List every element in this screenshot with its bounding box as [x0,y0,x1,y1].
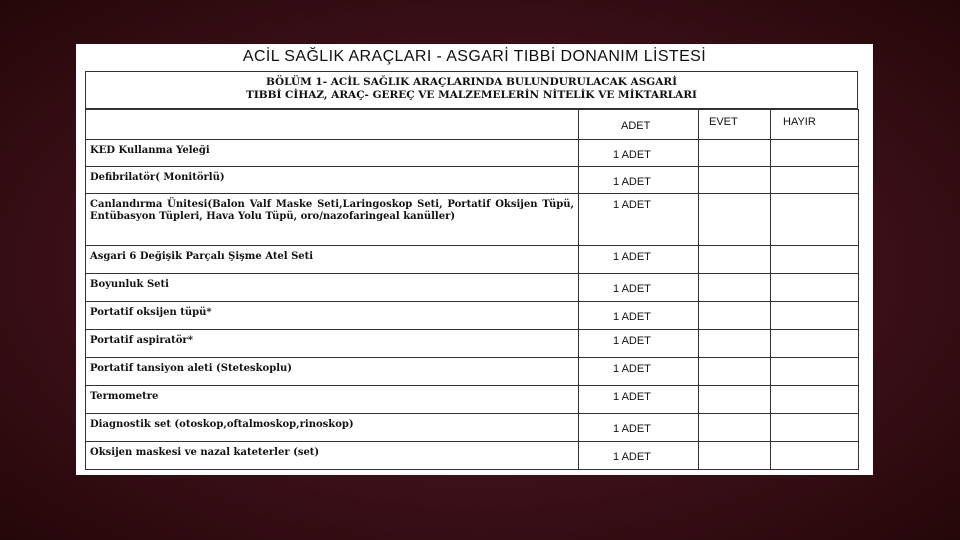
equipment-table [85,109,859,470]
item-name: Diagnostik set (otoskop,oftalmoskop,rinoskop) [86,414,579,442]
item-quantity: 1 ADET [579,167,699,194]
section-heading-line-2: TIBBİ CİHAZ, ARAÇ- GEREÇ VE MALZEMELERİN NİTELİK VE MİKTARLARI [246,89,697,101]
hayir-cell[interactable] [771,140,859,167]
table-row [86,246,859,274]
hayir-cell[interactable] [771,246,859,274]
hayir-cell[interactable] [771,302,859,330]
table-row [86,302,859,330]
item-name: Oksijen maskesi ve nazal kateterler (set) [86,442,579,470]
evet-cell[interactable] [699,194,771,246]
item-quantity: 1 ADET [579,386,699,414]
table-row [86,140,859,167]
item-quantity: 1 ADET [579,414,699,442]
item-name: Canlandırma Ünitesi(Balon Valf Maske Seti,Laringoskop Seti, Portatif Oksijen Tüpü, Entübasyon Tüpleri, Hava Yolu Tüpü, oro/nazofaringeal kanüller) [86,194,579,246]
evet-cell[interactable] [699,302,771,330]
item-quantity: 1 ADET [579,194,699,246]
item-name: Asgari 6 Değişik Parçalı Şişme Atel Seti [86,246,579,274]
header-item-cell [86,110,579,140]
header-hayir: HAYIR [771,110,859,140]
evet-cell[interactable] [699,358,771,386]
evet-cell[interactable] [699,140,771,167]
hayir-cell[interactable] [771,386,859,414]
evet-cell[interactable] [699,414,771,442]
document-sheet [76,44,873,475]
item-quantity: 1 ADET [579,330,699,358]
hayir-cell[interactable] [771,442,859,470]
section-heading-line-1: BÖLÜM 1- ACİL SAĞLIK ARAÇLARINDA BULUNDURULACAK ASGARİ [265,76,678,88]
evet-cell[interactable] [699,442,771,470]
table-row [86,386,859,414]
hayir-cell[interactable] [771,274,859,302]
hayir-cell[interactable] [771,194,859,246]
section-heading [85,71,858,109]
table-row [86,414,859,442]
header-adet: ADET [579,110,699,140]
table-row [86,358,859,386]
header-evet: EVET [699,110,771,140]
item-name: Defibrilatör( Monitörlü) [86,167,579,194]
item-quantity: 1 ADET [579,442,699,470]
evet-cell[interactable] [699,274,771,302]
item-name: Portatif tansiyon aleti (Steteskoplu) [86,358,579,386]
item-name: Portatif aspiratör* [86,330,579,358]
table-header-row [86,110,859,140]
item-quantity: 1 ADET [579,140,699,167]
evet-cell[interactable] [699,330,771,358]
table-row [86,194,859,246]
item-name: Boyunluk Seti [86,274,579,302]
hayir-cell[interactable] [771,414,859,442]
table-row [86,442,859,470]
item-quantity: 1 ADET [579,246,699,274]
document-title: ACİL SAĞLIK ARAÇLARI - ASGARİ TIBBİ DONANIM LİSTESİ [242,48,707,65]
item-name: Termometre [86,386,579,414]
table-row [86,167,859,194]
item-name: Portatif oksijen tüpü* [86,302,579,330]
evet-cell[interactable] [699,246,771,274]
hayir-cell[interactable] [771,167,859,194]
table-row [86,330,859,358]
hayir-cell[interactable] [771,358,859,386]
item-quantity: 1 ADET [579,358,699,386]
item-name: KED Kullanma Yeleği [86,140,579,167]
item-quantity: 1 ADET [579,274,699,302]
hayir-cell[interactable] [771,330,859,358]
evet-cell[interactable] [699,386,771,414]
table-row [86,274,859,302]
item-quantity: 1 ADET [579,302,699,330]
evet-cell[interactable] [699,167,771,194]
